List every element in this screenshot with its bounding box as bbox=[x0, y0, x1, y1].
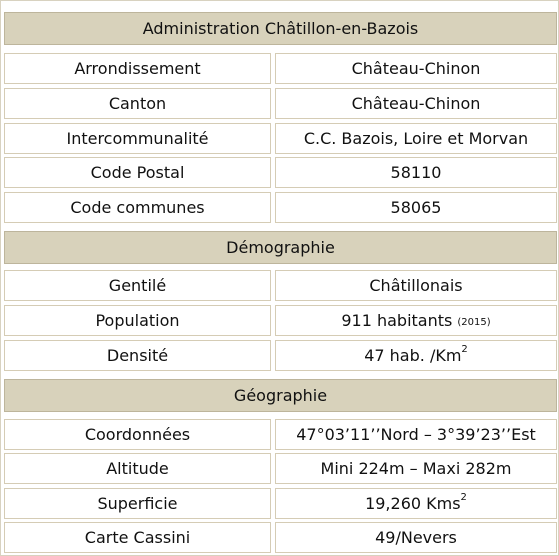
row-label: Altitude bbox=[4, 453, 271, 484]
section-header-geographie: Géographie bbox=[4, 379, 557, 412]
row-value: 47°03’11’’Nord – 3°39’23’’Est bbox=[275, 419, 557, 450]
table-row-canton bbox=[4, 88, 557, 119]
section-header-demographie: Démographie bbox=[4, 231, 557, 264]
row-label: Carte Cassini bbox=[4, 522, 271, 553]
row-label: Code Postal bbox=[4, 157, 271, 188]
superficie-exponent: 2 bbox=[460, 492, 467, 503]
row-label: Intercommunalité bbox=[4, 123, 271, 154]
densite-exponent: 2 bbox=[461, 344, 468, 355]
section-header-administration: Administration Châtillon-en-Bazois bbox=[4, 12, 557, 45]
table-row-gentile bbox=[4, 270, 557, 301]
row-value: C.C. Bazois, Loire et Morvan bbox=[275, 123, 557, 154]
population-value: 911 habitants bbox=[341, 311, 453, 330]
row-label: Canton bbox=[4, 88, 271, 119]
row-label: Superficie bbox=[4, 488, 271, 519]
row-value bbox=[275, 340, 557, 371]
row-value bbox=[275, 488, 557, 519]
row-label: Gentilé bbox=[4, 270, 271, 301]
row-label: Densité bbox=[4, 340, 271, 371]
densite-value: 47 hab. /Km bbox=[364, 346, 462, 365]
table-row-arrondissement bbox=[4, 53, 557, 84]
table-row-population bbox=[4, 305, 557, 336]
table-row-superficie bbox=[4, 488, 557, 519]
table-row-intercommunalite bbox=[4, 123, 557, 154]
row-value bbox=[275, 305, 557, 336]
table-row-altitude bbox=[4, 453, 557, 484]
superficie-value: 19,260 Kms bbox=[365, 494, 461, 513]
row-label: Code communes bbox=[4, 192, 271, 223]
row-value: Château-Chinon bbox=[275, 88, 557, 119]
table-row-coordonnees bbox=[4, 419, 557, 450]
row-value: 58110 bbox=[275, 157, 557, 188]
row-value: Mini 224m – Maxi 282m bbox=[275, 453, 557, 484]
row-value: Châtillonais bbox=[275, 270, 557, 301]
table-row-code-communes bbox=[4, 192, 557, 223]
row-value: 49/Nevers bbox=[275, 522, 557, 553]
row-label: Arrondissement bbox=[4, 53, 271, 84]
table-row-densite bbox=[4, 340, 557, 371]
row-value: Château-Chinon bbox=[275, 53, 557, 84]
row-label: Population bbox=[4, 305, 271, 336]
row-label: Coordonnées bbox=[4, 419, 271, 450]
population-year-note: (2015) bbox=[457, 317, 491, 328]
row-value: 58065 bbox=[275, 192, 557, 223]
table-row-carte-cassini bbox=[4, 522, 557, 553]
table-row-code-postal bbox=[4, 157, 557, 188]
